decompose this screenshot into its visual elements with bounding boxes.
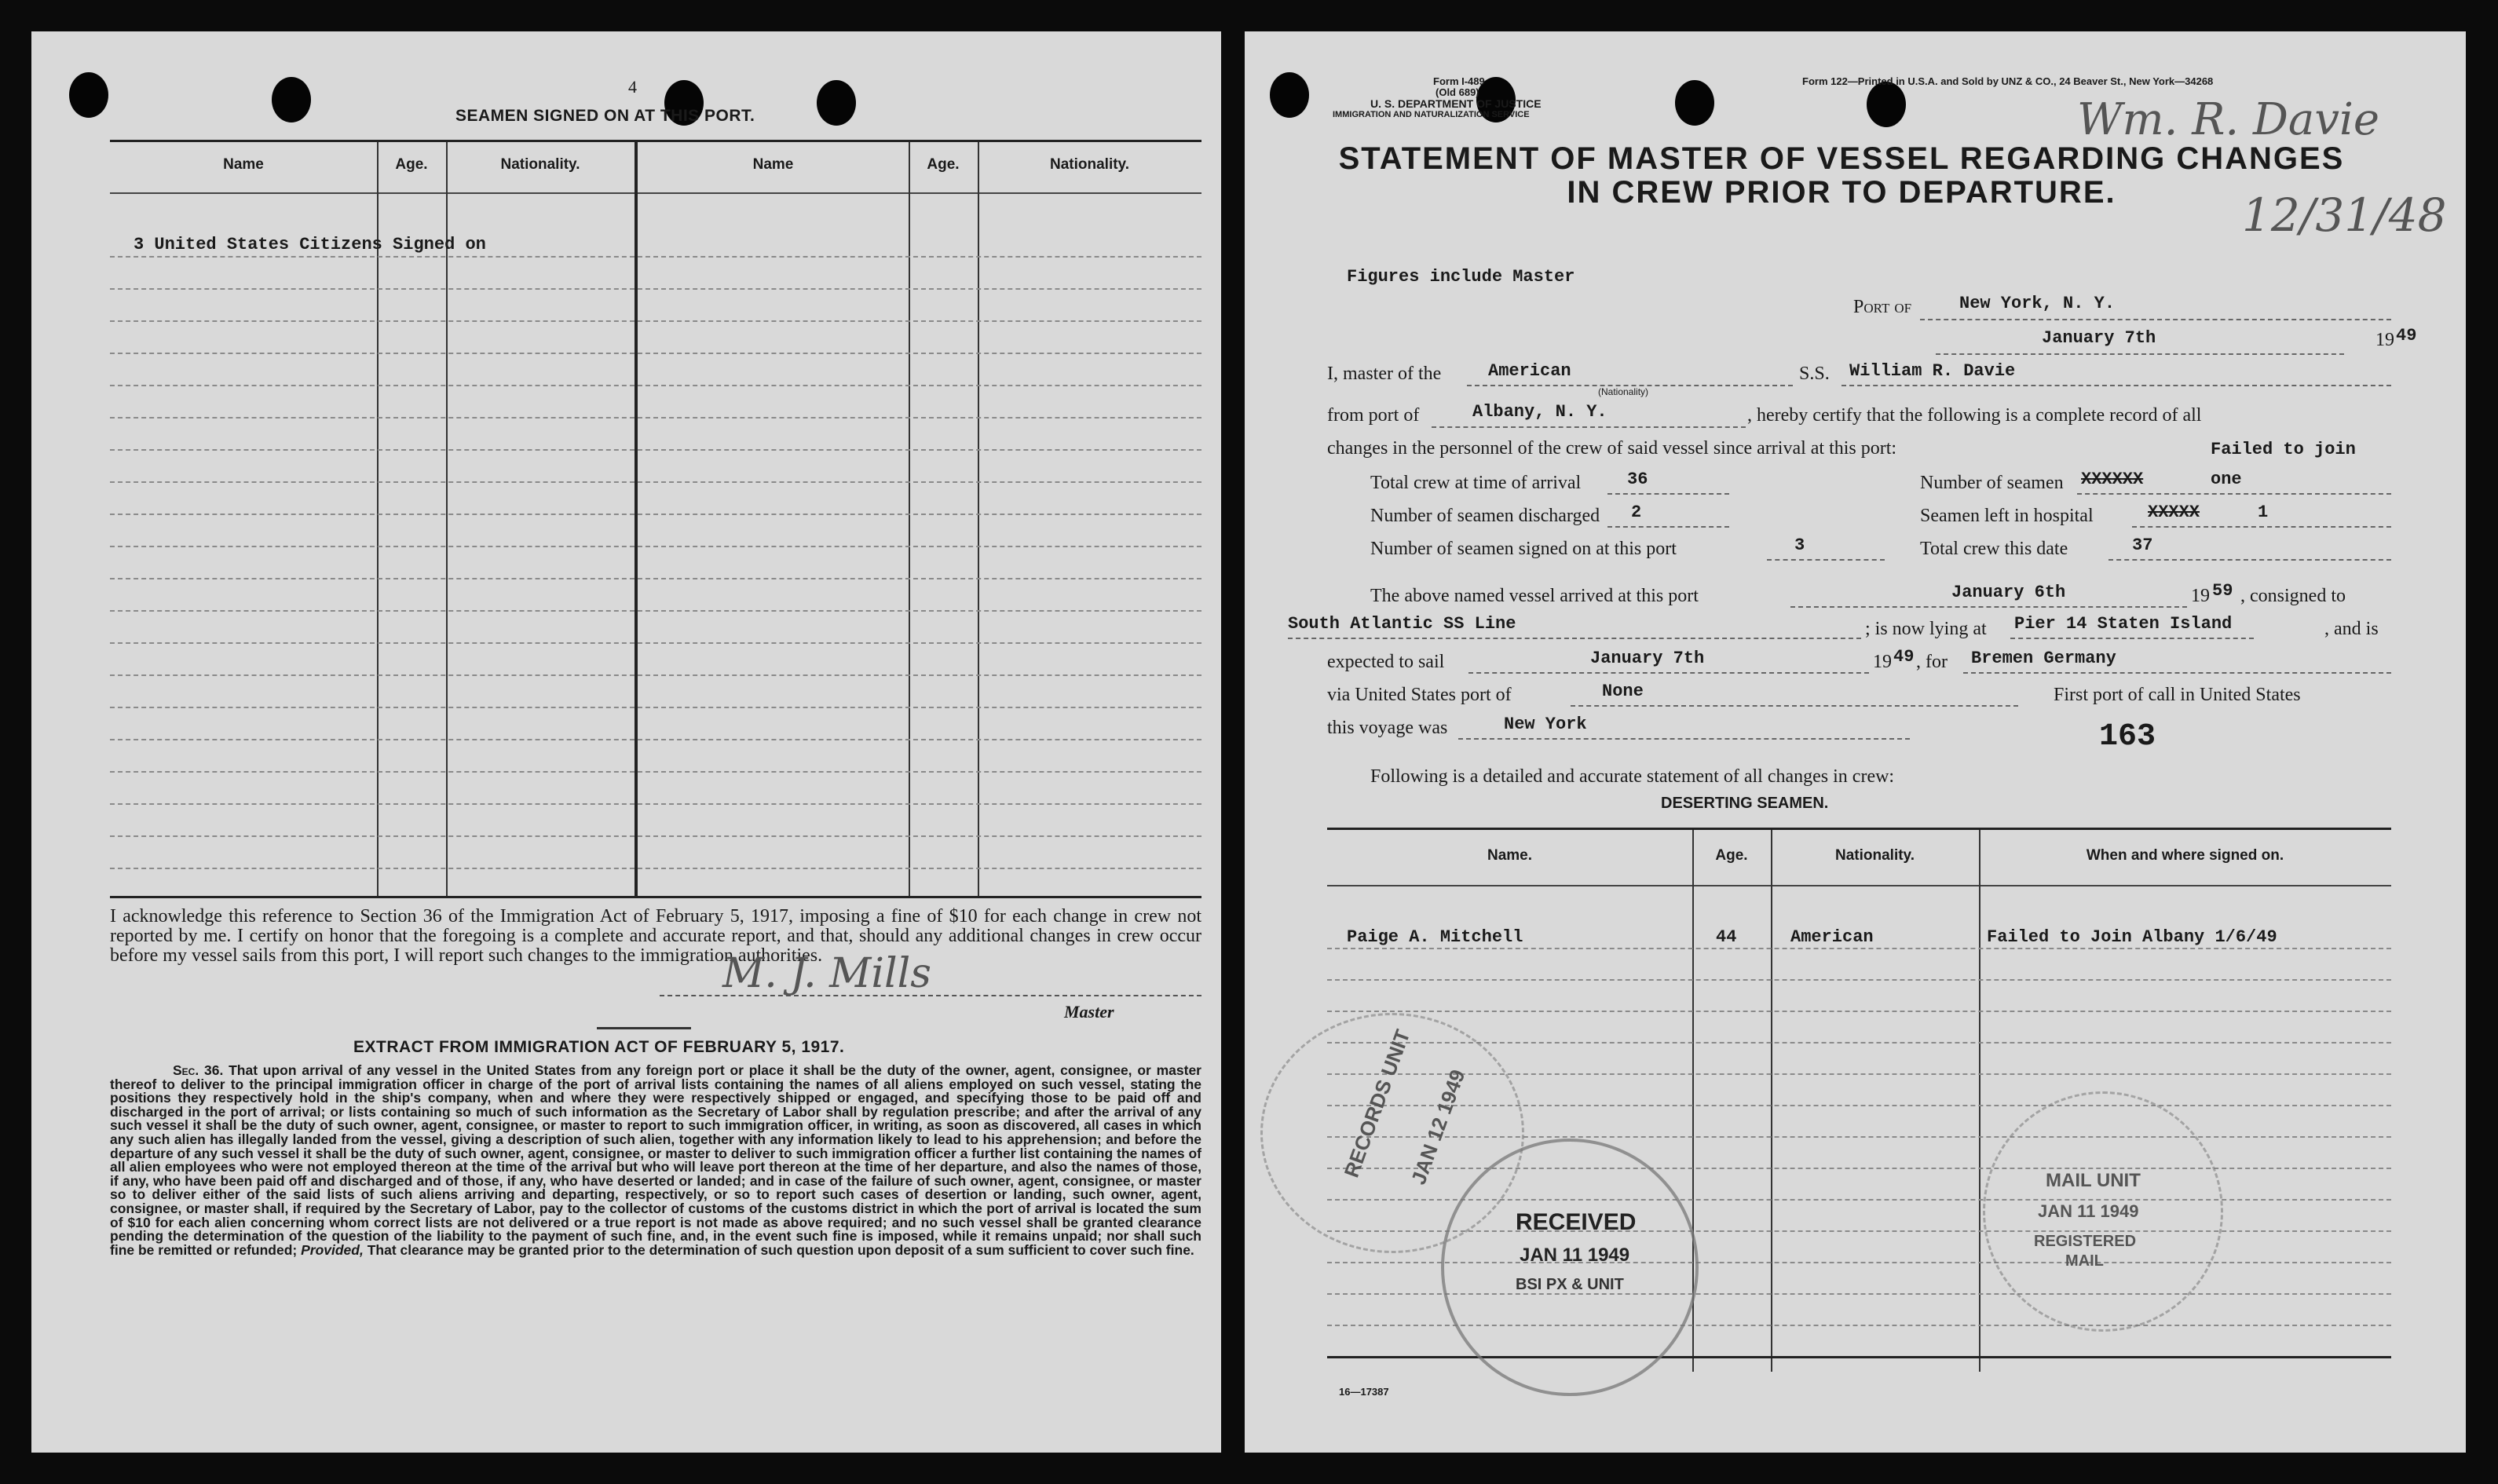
from-port-value: Albany, N. Y. [1472,402,1607,422]
printer-note: Form 122—Printed in U.S.A. and Sold by UNZ & CO., 24 Beaver St., New York—34268 [1802,75,2214,87]
fill-line [2077,493,2391,495]
column-divider [446,142,448,896]
divider-rule [597,1027,691,1029]
table-header [1327,830,2391,886]
deserting-title: DESERTING SEAMEN. [1661,795,1829,812]
section-36-text [110,1064,1201,1257]
discharged-label: Number of seamen discharged [1370,506,1600,526]
destination: Bremen Germany [1971,649,2116,668]
form-title: STATEMENT OF MASTER OF VESSEL REGARDING CHANGES [1338,141,2345,176]
failed-to-join-label: Failed to join [2211,440,2356,459]
signed-on-value: 3 [1794,535,1805,555]
department: U. S. DEPARTMENT OF JUSTICE [1370,97,1542,110]
consigned-label: , consigned to [2240,586,2346,606]
hospital-label: Seamen left in hospital [1920,506,2094,526]
row-line [1327,979,2391,981]
section-end: That clearance may be granted prior to the determination of such question upon deposit of a sum sufficient to cover such fine. [367,1241,1194,1258]
stamp-received-date: JAN 11 1949 [1520,1245,1630,1266]
expected-label: expected to sail [1327,652,1445,672]
fill-line [1841,385,2391,386]
port-value: New York, N. Y. [1959,294,2116,313]
row-line [110,417,1201,419]
arrived-date: January 6th [1951,583,2066,602]
form-subtitle: IN CREW PRIOR TO DEPARTURE. [1567,175,2116,210]
col-header-name: Name [752,156,794,173]
lying-label: ; is now lying at [1865,619,1987,639]
column-divider [1771,830,1772,1372]
total-crew-date-value: 37 [2132,535,2153,555]
fill-line [1607,493,1729,495]
voyage-label: this voyage was [1327,718,1448,738]
fill-line [1767,559,1885,561]
handwritten-number: 163 [2099,719,2156,755]
row-line [110,868,1201,869]
year-prefix: 19 [2375,330,2394,350]
extract-title: EXTRACT FROM IMMIGRATION ACT OF FEBRUARY 5, 1917. [353,1038,845,1056]
num-seamen-label: Number of seamen [1920,473,2064,493]
figures-note: Figures include Master [1347,267,1575,287]
fill-line [1571,705,2018,707]
punch-hole [272,77,311,122]
hospital-struck: XXXXX [2148,503,2200,522]
master-label: Master [1064,1002,1114,1022]
arrived-year-prefix: 19 [2191,586,2210,606]
nationality-caption: (Nationality) [1598,386,1649,397]
stamp-mail-date: JAN 11 1949 [2038,1201,2139,1221]
section-label: Sec. 36. [173,1062,224,1078]
row-line [110,546,1201,547]
signature-line [660,995,1201,996]
page-number: 4 [628,77,637,97]
row-line [110,449,1201,451]
stamp-received-text: RECEIVED [1516,1209,1637,1235]
lying-value: Pier 14 Staten Island [2014,614,2233,634]
fill-line [1468,672,1869,674]
row-name: Paige A. Mitchell [1347,927,1523,947]
left-page [31,31,1221,1453]
signed-on-table [110,140,1201,898]
year-value: 49 [2396,326,2417,345]
row-line [110,771,1201,773]
column-divider [978,142,979,896]
and-is-label: , and is [2324,619,2379,639]
col-header-nationality: Nationality. [1050,156,1129,173]
form-old-number: (Old 689) [1436,86,1479,98]
changes-text: changes in the personnel of the crew of said vessel since arrival at this port: [1327,438,1897,459]
fill-line [2108,559,2391,561]
stamp-mail: MAIL [2065,1252,2104,1270]
row-line [110,320,1201,322]
row-line [110,707,1201,708]
fill-line [1920,319,2391,320]
row-line [1327,948,2391,949]
stamp-registered: REGISTERED [2034,1233,2137,1250]
signed-on-label: Number of seamen signed on at this port [1370,539,1677,559]
table-row: 3 United States Citizens Signed on [133,235,486,254]
fill-line [1288,638,1861,639]
table-header [110,142,1201,194]
row-line [110,803,1201,805]
stamp-received-office: BSI PX & UNIT [1516,1276,1624,1293]
col-header-name: Name [223,156,264,173]
col-header-age: Age. [927,156,960,173]
section-body: That upon arrival of any vessel in the United States from any foreign port or place it shall be the duty of the owner, agent, consignee, or master thereof to deliver to the principal immigration officer in charge of the port of arrival lists containing the names of all aliens employed on such vessel, stating the positions they respectively hold in the ship's company, when and where they were respectively shipped or engaged, and specifying those to be paid off and discharged in the port of arrival; or lists containing so much of such information as the Secretary of Labor shall by regulation prescribe; and after the arrival of any such vessel it shall be the duty of such owner, agent, consignee, or master to report to such immigration officer, in writing, as soon as discovered, all cases in which any such alien has illegally landed from the vessel, giving a description of such alien, together with any information likely to lead to his apprehension; and before the departure of any such vessel it shall be the duty of such owner, agent, consignee, or master to deliver to such immigration officer a further list containing the names of all alien employees who were not employed thereon at the time of the arrival but who will leave port thereon at the time of her departure, and also the names of those, if any, who have been paid off and discharged and of those, if any, who have deserted or landed; and in case of the failure of such owner, agent, consignee, or master so to deliver either of the said lists of such aliens arriving and departing, respectively, or so to report such cases of desertion or landing, such owner, agent, consignee, or master shall, if required by the Secretary of Labor, pay to the collector of customs of the customs district in which the port of arrival is located the sum of $10 for each alien concerning whom correct lists are not delivered or a true report is not made as above required; and no such vessel shall be granted clearance pending the determination of the question of the liability to the payment of such fine, and, in the event such fine is imposed, while it remains unpaid; nor shall such fine be remitted or refunded; [110,1062,1201,1258]
handwritten-date: 12/31/48 [2242,188,2447,242]
form-number: Form I-489 [1433,75,1485,87]
row-signed-on: Failed to Join Albany 1/6/49 [1987,927,2277,947]
stamp-records-date: JAN 12 1949 [1406,1066,1470,1188]
column-divider [635,142,638,896]
form-footer: 16—17387 [1339,1386,1389,1398]
section-proviso: Provided, [301,1241,364,1258]
row-line [110,256,1201,258]
fill-line [2010,638,2254,639]
col-header-nationality: Nationality. [500,156,580,173]
column-divider [909,142,910,896]
num-seamen-value: one [2211,470,2242,489]
date-value: January 7th [2042,328,2156,348]
row-age: 44 [1716,927,1737,947]
row-line [1327,1011,2391,1012]
fill-line [1790,606,2187,608]
via-value: None [1602,682,1644,701]
service: IMMIGRATION AND NATURALIZATION SERVICE [1333,110,1530,119]
from-port-label: from port of [1327,405,1420,426]
arrived-year: 59 [2212,581,2233,601]
row-line [110,514,1201,515]
via-label: via United States port of [1327,685,1512,705]
col-header-age: Age. [395,156,428,173]
punch-hole [1270,72,1309,118]
row-line [110,353,1201,354]
row-line [110,835,1201,837]
punch-hole [1867,82,1906,127]
row-line [1327,1042,2391,1044]
port-label: Port of [1853,297,1912,317]
voyage-value: New York [1504,715,1587,734]
punch-hole [1675,80,1714,126]
column-divider [1979,830,1980,1372]
acknowledgment-text: I acknowledge this reference to Section 36 of the Immigration Act of February 5, 1917, imposing a fine of $10 for each change in crew not reported by me. I certify on honor that the foregoing is a complete and accurate report, and that, should any additional changes in crew occur before my vessel sails from this port, I will report such changes to the immigration authorities. [110,906,1201,966]
stamp-mail-unit: MAIL UNIT [2046,1170,2141,1191]
row-line [110,610,1201,612]
fill-line [1458,738,1910,740]
first-port-label: First port of call in United States [2054,685,2301,705]
row-nationality: American [1790,927,1874,947]
consignee: South Atlantic SS Line [1288,614,1516,634]
num-seamen-struck: XXXXXX [2081,470,2144,489]
column-divider [377,142,379,896]
certify-text: , hereby certify that the following is a complete record of all [1747,405,2202,426]
master-of-label: I, master of the [1327,364,1442,384]
row-line [110,578,1201,579]
handwritten-name: Wm. R. Davie [2077,94,2379,145]
arrived-label: The above named vessel arrived at this port [1370,586,1699,606]
row-line [110,481,1201,483]
fill-line [1963,672,2391,674]
punch-hole [69,72,108,118]
signed-on-title: SEAMEN SIGNED ON AT THIS PORT. [455,107,755,125]
col-header-age: Age. [1715,847,1748,864]
discharged-value: 2 [1631,503,1642,522]
row-line [110,288,1201,290]
row-line [110,385,1201,386]
fill-line [2132,526,2391,528]
fill-line [1607,526,1729,528]
col-header-name: Name. [1487,847,1533,864]
fill-line [1936,353,2344,355]
stamp-records-text: RECORDS UNIT [1339,1026,1415,1181]
col-header-nationality: Nationality. [1835,847,1915,864]
vessel-name: William R. Davie [1849,361,2016,381]
row-line [110,642,1201,644]
nationality-value: American [1488,361,1571,381]
right-page [1245,31,2466,1453]
total-crew-arrival-label: Total crew at time of arrival [1370,473,1582,493]
hospital-value: 1 [2258,503,2269,522]
sail-year-prefix: 19 [1873,652,1892,672]
row-line [110,739,1201,740]
following-label: Following is a detailed and accurate statement of all changes in crew: [1370,766,1895,787]
punch-hole [817,80,856,126]
sail-year: 49 [1893,647,1915,667]
fill-line [1432,426,1746,428]
total-crew-arrival-value: 36 [1627,470,1648,489]
master-signature: M. J. Mills [722,950,931,997]
for-label: , for [1916,652,1948,672]
row-line [110,674,1201,676]
received-stamp [1441,1139,1699,1396]
sail-date: January 7th [1590,649,1705,668]
total-crew-date-label: Total crew this date [1920,539,2068,559]
col-header-signed-on: When and where signed on. [2086,847,2284,864]
ss-label: S.S. [1799,364,1830,384]
